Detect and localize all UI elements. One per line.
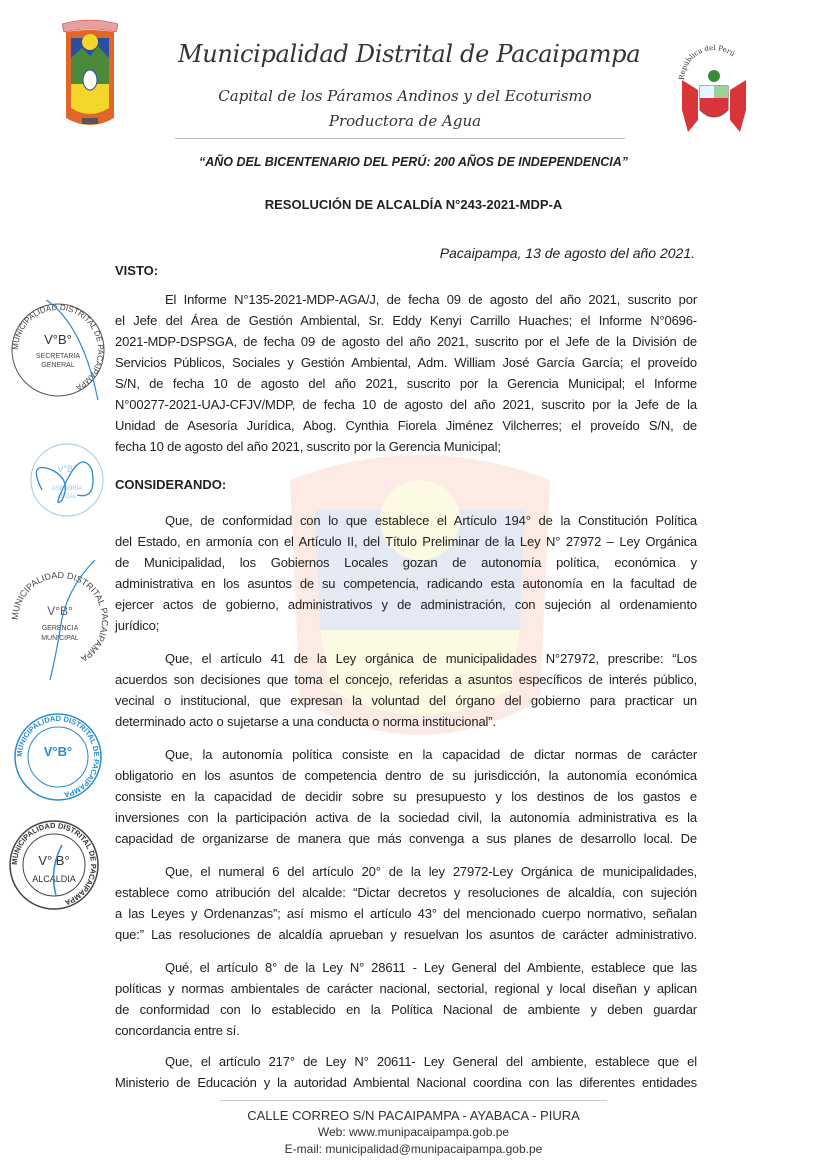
footer-address: CALLE CORREO S/N PACAIPAMPA - AYABACA - PIURA (247, 1108, 580, 1123)
text-line: Que, el artículo 41 de la Ley orgánica de municipalidades N°27972, prescribe: “Los (165, 651, 697, 666)
svg-text:República del Perú (678, 44, 737, 80)
text-line: establece como atribución del alcalde: “Dictar decretos y resoluciones de alcaldía, con sujeción (115, 885, 697, 900)
text-line: capacidad de organizarse de manera que más convenga a sus planes de desarrollo local. De (115, 831, 697, 846)
text-line: a las Leyes y Ordenanzas”; así mismo el artículo 43° del mencionado cuerpo normativo, señalan (115, 906, 697, 921)
signature (35, 300, 103, 400)
text-line: N°00277-2021-UAJ-CFJV/MDP, de fecha 10 de agosto del año 2021, suscrito por la Jefe de la (115, 397, 697, 412)
stamp-ring-text: MUNICIPALIDAD DISTRITAL DE PACAIPAMPA (14, 713, 102, 800)
stamp-text: GERENCIA (41, 625, 79, 632)
considerando-paragraph-6 (115, 1051, 697, 1093)
text-line: Qué, el artículo 8° de la Ley N° 28611 - Ley General del Ambiente, establece que las (165, 960, 697, 975)
text-line: Servicios Públicos, Sociales y Gestión Ambiental, Adm. William José García García; el proveído (115, 355, 697, 370)
text-line: el Jefe del Área de Gestión Ambiental, Sr. Eddy Kenyi Carrillo Huaches; el Informe N°0696- (115, 313, 697, 328)
stamp-vb: V°B° (57, 464, 77, 474)
visto-paragraph (115, 289, 697, 457)
text-line: consiste en la capacidad de decidir sobre su presupuesto y los destinos de los gastos e (115, 789, 697, 804)
stamp-vb: V°B° (47, 604, 73, 618)
stamp-ring-text: MUNICIPALIDAD DISTRITAL DE PACAIPAMPA (10, 302, 106, 393)
text-line: fecha 10 de agosto del año 2021, suscrito por la Gerencia Municipal; (115, 439, 501, 454)
stamp-text: LEGAL (57, 494, 77, 500)
footer-divider (220, 1100, 607, 1101)
year-motto: “AÑO DEL BICENTENARIO DEL PERÚ: 200 AÑOS DE INDEPENDENCIA” (199, 155, 628, 169)
text-line: Unidad de Asesoría Jurídica, Abog. Cynthia Fiorela Jiménez Vilcherres; el proveído S/N, de (115, 418, 697, 433)
text-line: de conformidad con lo establecido en la Política Nacional de ambiente y deben guardar (115, 1002, 697, 1017)
text-line: Ministerio de Educación y la autoridad Ambiental Nacional coordina con las diferentes entidades (115, 1075, 697, 1090)
text-line: Que, el artículo 217° de Ley N° 20611- Ley General del ambiente, establece que el (165, 1054, 697, 1069)
svg-text:MUNICIPALIDAD DISTRITAL DE PAC (11, 303, 105, 393)
stamp-text: GENERAL (41, 362, 75, 369)
text-line: determinado acto o sujetarse a una conducta o norma institucional”. (115, 714, 496, 729)
municipal-logo (62, 18, 118, 130)
text-line: S/N, de fecha 10 de agosto del año 2021, suscrito por la Gerencia Municipal; el Informe (115, 376, 697, 391)
resolution-title: RESOLUCIÓN DE ALCALDÍA N°243-2021-MDP-A (264, 197, 563, 212)
stamp-secretaria-general (8, 300, 108, 400)
peru-coat-of-arms (674, 40, 754, 140)
tagline-1: Capital de los Páramos Andinos y del Ecoturismo (218, 87, 592, 105)
text-line: concordancia entre sí. (115, 1023, 240, 1038)
text-line: de Municipalidad, los Gobiernos Locales gozan de autonomía política, económica y (115, 555, 697, 570)
stamp-alcaldia (4, 820, 104, 910)
text-line: Que, de conformidad con lo que establece el Artículo 194° de la Constitución Política (165, 513, 697, 528)
document-date: Pacaipampa, 13 de agosto del año 2021. (439, 245, 695, 261)
stamp-ring-text: MUNICIPALIDAD DISTRITAL PACAIPAMPA (9, 569, 111, 664)
header-divider (175, 138, 625, 139)
institution-name: Municipalidad Distrital de Pacaipampa (178, 40, 641, 68)
considerando-paragraph-2 (115, 648, 697, 732)
footer-email: E-mail: municipalidad@munipacaipampa.gob.pe (284, 1142, 543, 1156)
text-line: El Informe N°135-2021-MDP-AGA/J, de fecha 09 de agosto del año 2021, suscrito por (165, 292, 697, 307)
considerando-heading: CONSIDERANDO: (115, 477, 227, 492)
text-line: 2021-MDP-DSPSGA, de fecha 09 de agosto del año 2021, suscrito por el Jefe de la División de (115, 334, 697, 349)
considerando-paragraph-3 (115, 744, 697, 849)
considerando-paragraph-1 (115, 510, 697, 636)
text-line: administrativa en los asuntos de su competencia, radicando esta autonomía en la facultad de (115, 576, 697, 591)
text-line: obligatorio en los asuntos de competencia dentro de su jurisdicción, la autonomía económica (115, 768, 697, 783)
stamp-text: SECRETARIA (35, 353, 81, 360)
text-line: Que, la autonomía política consiste en la capacidad de dictar normas de carácter (165, 747, 697, 762)
footer-web: Web: www.munipacaipampa.gob.pe (317, 1125, 510, 1139)
stamp-gerencia-municipal (5, 560, 115, 680)
text-line: acuerdos son decisiones que toma el concejo, referidas a asuntos específicos de interés público, (115, 672, 697, 687)
considerando-paragraph-4 (115, 861, 697, 945)
stamp-ring-text: MUNICIPALIDAD DISTRITAL DE PACAIPAMPA (9, 820, 99, 908)
tagline-2: Productora de Agua (328, 112, 482, 130)
text-line: vecinal o institucional, que expresan la voluntad del órgano del gobierno para practicar un (115, 693, 697, 708)
text-line: ejercer actos de gobierno, administrativos y de administración, con sujeción al ordenamiento (115, 597, 697, 612)
coat-of-arms-label: República del Perú (677, 43, 737, 81)
stamp-vb: V° B° (38, 853, 70, 868)
text-line: inversiones con la participación activa de la sociedad civil, la autonomía administrativa es la (115, 810, 697, 825)
stamp-vb: V°B° (44, 332, 72, 347)
text-line: que:” Las resoluciones de alcaldía aprueban y resuelvan los asuntos de carácter administrativo. (115, 927, 697, 942)
text-line: jurídico; (115, 618, 160, 633)
stamp-division (8, 712, 108, 802)
considerando-paragraph-5 (115, 957, 697, 1041)
text-line: del Estado, en armonía con el Artículo II, del Título Preliminar de la Ley N° 27972 – Ley Orgánica (115, 534, 697, 549)
stamp-vb: V°B° (43, 744, 73, 759)
text-line: Que, el numeral 6 del artículo 20° de la ley 27972-Ley Orgánica de municipalidades, (165, 864, 697, 879)
stamp-asesoria-legal (22, 440, 112, 520)
stamp-text: ASESORÍA (51, 486, 83, 492)
visto-heading: VISTO: (115, 263, 159, 278)
stamp-text: MUNICIPAL (41, 635, 79, 642)
text-line: políticas y normas ambientales de carácter nacional, sectorial, regional y local diseñan y aplican (115, 981, 697, 996)
stamp-text: ALCALDIA (32, 874, 76, 884)
